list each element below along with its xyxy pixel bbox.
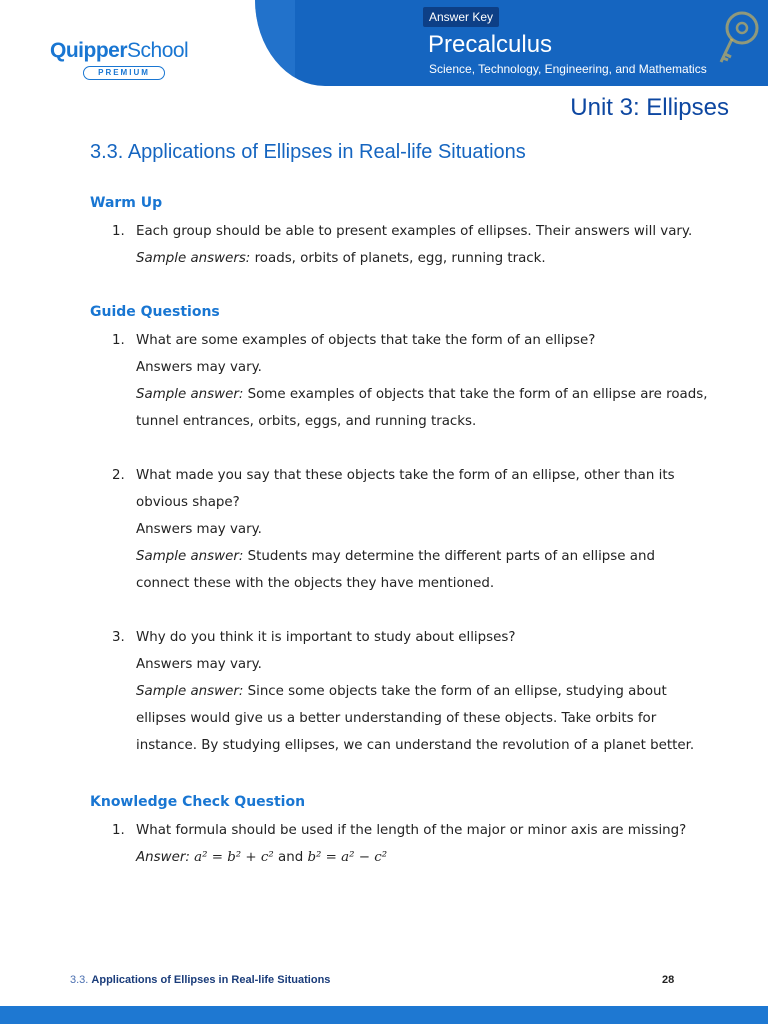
sample-line xyxy=(136,678,692,705)
guide-question-3 xyxy=(112,624,695,759)
sample-line xyxy=(136,381,708,408)
subject-title: Precalculus xyxy=(428,31,553,58)
logo-quipper: Quipper xyxy=(50,39,128,62)
knowledge-check-heading: Knowledge Check Question xyxy=(90,794,306,810)
item-number: 2. xyxy=(112,468,125,483)
sample-label: Sample answers: xyxy=(136,251,251,266)
formula-joiner: and xyxy=(278,850,304,865)
page-number: 28 xyxy=(662,974,675,986)
sample-label: Sample answer: xyxy=(136,684,244,699)
key-icon xyxy=(716,10,762,66)
sample-label: Sample answer: xyxy=(136,387,244,402)
answers-vary: Answers may vary. xyxy=(136,657,262,672)
item-number: 3. xyxy=(112,630,125,645)
item-number: 1. xyxy=(112,333,125,348)
answer-key-badge: Answer Key xyxy=(423,7,499,27)
strand-label: Science, Technology, Engineering, and Mathematics xyxy=(429,62,707,76)
sample-text-cont: tunnel entrances, orbits, eggs, and running tracks. xyxy=(136,414,477,429)
warm-up-item-1 xyxy=(112,218,692,272)
sample-label: Sample answer: xyxy=(136,549,244,564)
formula-2: b² = a² − c² xyxy=(307,850,388,865)
logo-premium-tag: PREMIUM xyxy=(83,66,165,80)
warm-up-heading: Warm Up xyxy=(90,195,163,211)
sample-text-cont: instance. By studying ellipses, we can understand the revolution of a planet better. xyxy=(136,738,695,753)
unit-title: Unit 3: Ellipses xyxy=(570,94,729,121)
sample-line xyxy=(136,543,692,570)
item-number: 1. xyxy=(112,224,125,239)
guide-question-1 xyxy=(112,327,708,435)
question-text: What formula should be used if the length of the major or minor axis are missing? xyxy=(136,823,687,838)
item-number: 1. xyxy=(112,823,125,838)
question-text-cont: obvious shape? xyxy=(136,495,240,510)
footer-lesson-title: Applications of Ellipses in Real-life Situations xyxy=(91,974,331,986)
logo-school: School xyxy=(127,39,189,62)
sample-line xyxy=(136,245,692,272)
question-text: What made you say that these objects take the form of an ellipse, other than its xyxy=(136,468,675,483)
question-text: What are some examples of objects that take the form of an ellipse? xyxy=(136,333,596,348)
sample-text: roads, orbits of planets, egg, running track. xyxy=(250,251,546,266)
guide-questions-heading: Guide Questions xyxy=(90,304,220,320)
answer-line xyxy=(136,844,692,871)
lesson-title: 3.3. Applications of Ellipses in Real-life Situations xyxy=(90,141,526,163)
formula-1: a² = b² + c² xyxy=(194,850,274,865)
quipper-school-logo xyxy=(50,38,188,80)
sample-text: Students may determine the different parts of an ellipse and xyxy=(243,549,655,564)
sample-text: Some examples of objects that take the form of an ellipse are roads, xyxy=(243,387,708,402)
item-text: Each group should be able to present examples of ellipses. Their answers will vary. xyxy=(136,224,693,239)
sample-text: Since some objects take the form of an ellipse, studying about xyxy=(243,684,667,699)
knowledge-check-item-1 xyxy=(112,817,692,871)
answers-vary: Answers may vary. xyxy=(136,360,262,375)
footer-lesson xyxy=(70,973,330,987)
sample-text-cont: ellipses would give us a better understanding of these objects. Take orbits for xyxy=(136,711,657,726)
answers-vary: Answers may vary. xyxy=(136,522,262,537)
question-text: Why do you think it is important to study about ellipses? xyxy=(136,630,516,645)
sample-text-cont: connect these with the objects they have mentioned. xyxy=(136,576,495,591)
footer-lesson-number: 3.3. xyxy=(70,974,89,986)
footer-bar xyxy=(0,1006,768,1024)
answer-label: Answer: xyxy=(136,850,190,865)
guide-question-2 xyxy=(112,462,692,597)
